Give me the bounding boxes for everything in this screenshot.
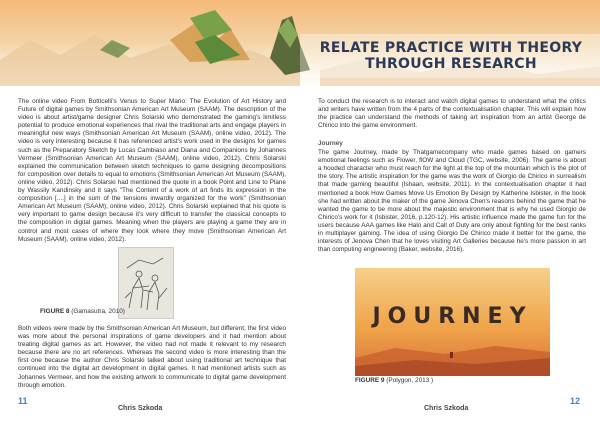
figure-8-label: FIGURE 8 <box>40 308 70 315</box>
journey-heading: Journey <box>318 140 343 147</box>
header-banner <box>0 0 600 86</box>
page-title-line-1: RELATE PRACTICE WITH THEORY <box>319 40 583 56</box>
journey-logo: JOURNEY <box>372 304 533 329</box>
page-title-line-2: THROUGH RESEARCH <box>365 56 537 72</box>
journey-section <box>318 140 586 254</box>
figure-8-image <box>118 247 174 319</box>
figure-8-source: (Gamasutra, 2010) <box>71 308 125 315</box>
left-paragraph-2: Both videos were made by the Smithsonian American Art Museum, but different, the first video was more about the personal inspirations of game developers and it had mention about treating digital games as art. However, the video had not made it relevant to my research because there are no art references. Whereas the second video is more interesting than the first one because the author Chris Solarski talked about using traditional art technique that continued into the digital art development in digital games. It had mentioned artists such as Johannes Vermeer, and how the existing artwork to communicate to digital game development through emotion. <box>18 325 286 389</box>
figure-9-source: (Polygon, 2013 ) <box>386 377 434 384</box>
figure-9-caption <box>355 377 433 384</box>
right-paragraph-1: To conduct the research is to interact and watch digital games to understand what the critics and writers have written from the 4 parts of the contextualisation chapter. This will explain how the practice can understand the methods of taking art inspiration from an artist George de Chirico into the game environment. <box>318 98 586 130</box>
figure-8-caption <box>40 308 125 315</box>
author-right: Chris Szkoda <box>424 405 469 412</box>
left-body-text <box>18 98 286 244</box>
figure-9-image <box>355 268 550 376</box>
left-paragraph-1: The online video From Botticelli's Venus to Super Mario: The Evolution of Art History and Future of digital games by Smithsonian American Art Museum (SAAM). The description of the video is about artist/game designer Chris Solarski who demonstrated the gaming's limitless potential to produce emotional experiences that rival the traditional arts and engage players in meaningful new ways (Smithsonian American Art Museum (SAAM), online video, 2012). The video is very interesting because it has referenced artist's work used in the designs for games such as the Preparatory Sketch by Lucas Cambiaso and Diana and Companions by Johannes Vermeer (Smithsonian American Art Museum (SAAM), online video, 2012). Chris Solarski explained the communication between sketch techniques to game designing decompositions for composition over details to equal to emotions (Smithsonian American Art Museum (SAAM), online video, 2012). Chris Solarski had mentioned the quote in a book Point and Line to Plane by Wassily Kandinsky and it says "The Content of a work of art finds its expression in the composition [....] in the sum of the tensions inwardly organized for the work" (Smithsonian American Art Museum (SAAM), online video, 2012). Chris Solarski explained that his quote is very important to game design because it's very difficult to transfer the classical concepts to the composition in digital games. Meaning when the players are playing a game they are in control and most cases of where they look where they move (Smithsonian American Art Museum (SAAM), online video, 2012). <box>18 98 286 243</box>
right-body-text <box>318 98 586 130</box>
sketch-figures-icon <box>119 248 173 318</box>
left-body-text-2 <box>18 325 286 390</box>
journey-paragraph: The game Journey, made by Thatgamecompany who made games based on gamers emotional feelings such as Flower, flOW and Cloud (TGC, website, 2006). The game is about a hooded character who must reach for the light at the top of the mountain which is the plot of the story. The artistic inspiration for the game was the work of Giorgio de Chirico in surrealism that made gaming beautiful (Ishaan, website, 2011). In the contextualisation chapter it had mentioned a book How Games Move Us Emotion By Design by Katherine Isbister, in the book she had written about the maker of the game Jenova Chen's reasons behind the game that he wanted the game to be more about the majestic environment that is why he used Giorgio de Chirico's work for it (Isbister, 2016, p.120-12). His artistic influence made the game fun for the users because AAA games like Halo and Call of Duty are only about fighting for the best ranks in multiplayer gaming. The idea of using Giorgio De Chirico made it better for the game, the interests of Jenova Chen that he loves visiting Art Galleries because he's more passion in art than computing engineering (Baker, website, 2016). <box>318 149 586 254</box>
page-number-right: 12 <box>570 396 581 406</box>
page-number-left: 11 <box>18 396 28 406</box>
author-left: Chris Szkoda <box>118 405 163 412</box>
page-title <box>316 40 586 72</box>
figure-9-label: FIGURE 9 <box>355 377 385 384</box>
